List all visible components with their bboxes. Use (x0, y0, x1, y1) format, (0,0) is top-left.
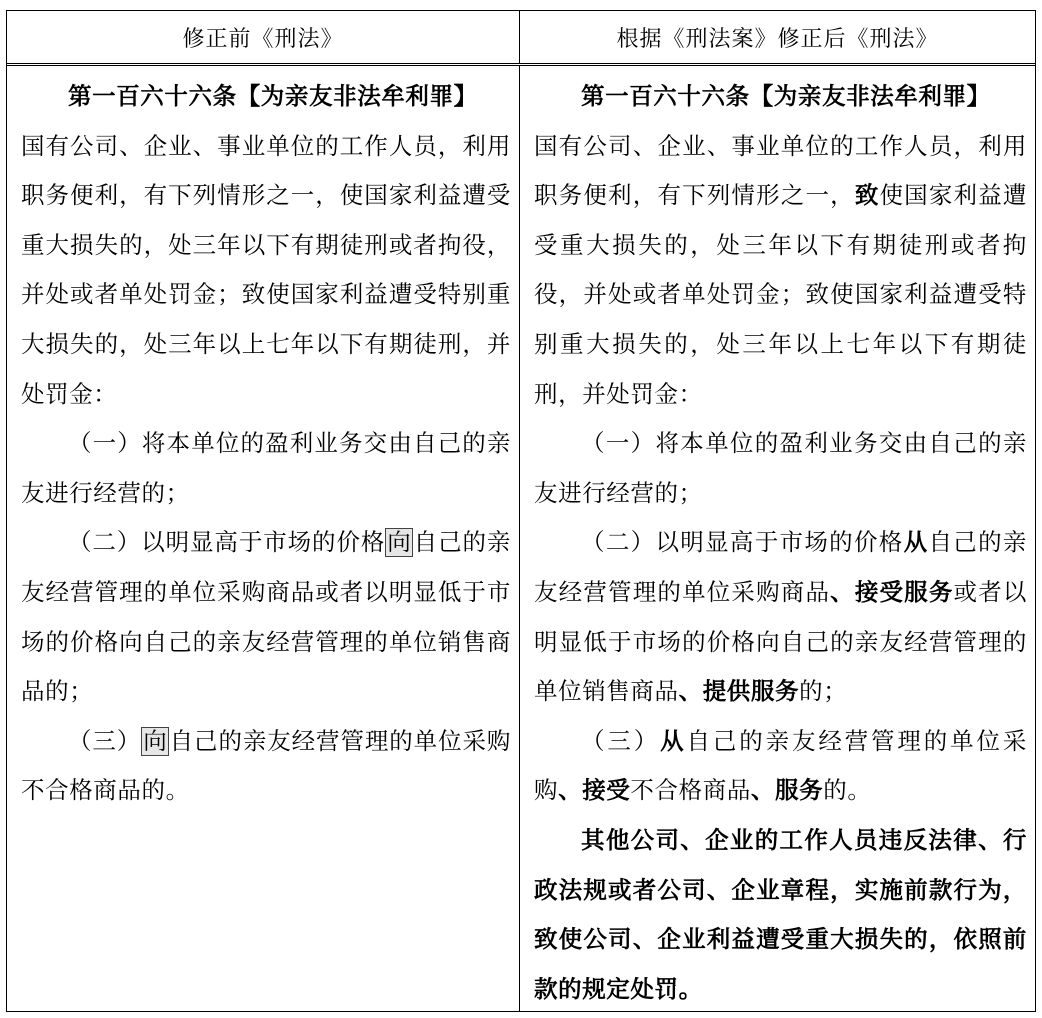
intro-part: 国有公司、企业、事业单位的工作人员，利用职务便利，有下列情形之一， (534, 131, 1027, 210)
item-1: （一）将本单位的盈利业务交由自己的亲友进行经营的； (534, 429, 1027, 507)
column-before (7, 66, 520, 1011)
item-3-part: （三） (581, 726, 661, 755)
comparison-table (6, 10, 1036, 1012)
item-2-post: 自己的亲友经营管理的单位采购商品或者以明显低于市场的价格向自己的亲友经营管理的单位销售商品的； (21, 528, 511, 706)
article-intro: 国有公司、企业、事业单位的工作人员，利用职务便利，有下列情形之一，使国家利益遭受重大损失的，处三年以下有期徒刑或者拘役，并处或者单处罚金；致使国家利益遭受特别重大损失的，处三年以上七年以下有期徒刑，并处罚金： (21, 131, 511, 408)
highlight-mark: 向 (143, 726, 168, 755)
item-2 (21, 518, 511, 716)
amended-text: 、接受 (558, 776, 631, 805)
item-3-part: 不合格商品 (630, 776, 751, 805)
article-intro (534, 122, 1027, 420)
column-after (520, 66, 1035, 1011)
item-3 (21, 717, 511, 816)
item-3-part: 自己的亲友经营管理的单位采购 (534, 726, 1027, 805)
new-paragraph: 其他公司、企业的工作人员违反法律、行政法规或者公司、企业章程，实施前款行为，致使公司、企业利益遭受重大损失的，依照前款的规定处罚。 (534, 825, 1027, 1003)
article-title: 第一百六十六条【为亲友非法牟利罪】 (68, 82, 478, 110)
item-2 (534, 518, 1027, 716)
item-3 (534, 717, 1027, 816)
item-3-part: 的。 (823, 776, 872, 805)
amended-text: 、服务 (750, 776, 824, 805)
amended-text: 从 (903, 528, 929, 557)
item-2-part: 自己的亲友经营管理的单位采购商品 (534, 528, 1027, 606)
header-before-amendment: 修正前《刑法》 (7, 11, 520, 63)
item-3-post: 自己的亲友经营管理的单位采购不合格商品的。 (21, 726, 511, 805)
highlight-mark: 向 (387, 528, 412, 557)
item-2-part: 或者以明显低于市场的价格向自己的亲友经营管理的单位销售商品 (534, 577, 1027, 706)
item-2-pre: （二）以明显高于市场的价格 (68, 528, 386, 557)
item-2-part: 的； (799, 677, 848, 706)
table-body (7, 66, 1035, 1011)
item-2-part: （二）以明显高于市场的价格 (581, 528, 904, 557)
table-header (7, 11, 1035, 66)
article-title: 第一百六十六条【为亲友非法牟利罪】 (581, 82, 991, 110)
amended-text: 从 (660, 726, 687, 755)
item-1: （一）将本单位的盈利业务交由自己的亲友进行经营的； (21, 429, 511, 507)
header-after-amendment: 根据《刑法案》修正后《刑法》 (616, 26, 939, 52)
amended-text: 、接受服务 (830, 577, 954, 606)
amended-text: 致 (854, 181, 880, 210)
intro-part: 使国家利益遭受重大损失的，处三年以下有期徒刑或者拘役，并处或者单处罚金；致使国家利益遭受特别重大损失的，处三年以上七年以下有期徒刑，并处罚金： (534, 181, 1027, 408)
item-3-pre: （三） (68, 726, 142, 755)
amended-text: 、提供服务 (678, 677, 800, 706)
